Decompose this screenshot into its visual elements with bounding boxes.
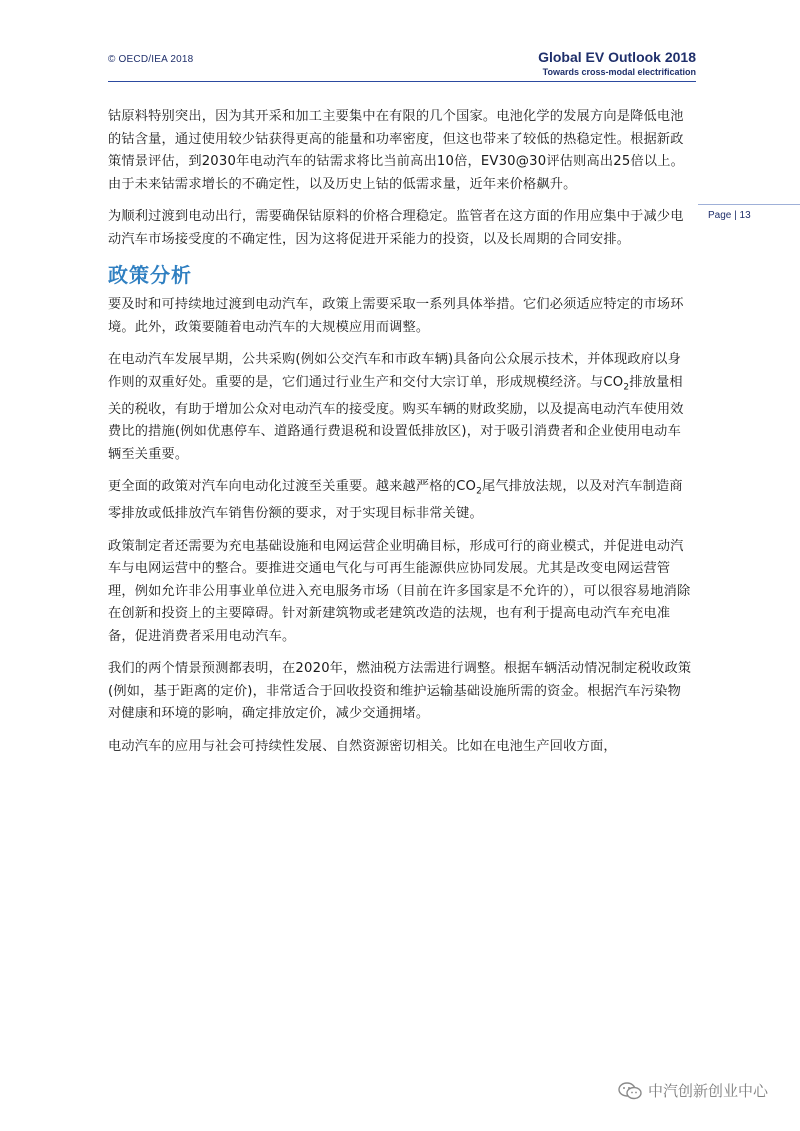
paragraph-sustainability: 电动汽车的应用与社会可持续性发展、自然资源密切相关。比如在电池生产回收方面， <box>108 738 617 754</box>
text-fragment: 排放量相关的税收，有助于增加公众对电动汽车的接受度。购买车辆的财政奖励，以及提高电动汽车使用效费比的措施(例如优惠停车、道路通行费退税和设置低排放区)，对于吸引消费者和企业使用电动车辆至关重要。 <box>108 374 684 462</box>
report-title: Global EV Outlook 2018 <box>538 49 696 65</box>
subscript: 2 <box>476 486 482 497</box>
report-header <box>538 48 696 78</box>
subscript: 2 <box>623 382 630 393</box>
copyright-notice: © OECD/IEA 2018 <box>108 54 194 65</box>
section-heading: 政策分析 <box>108 263 192 287</box>
watermark-text: 中汽创新创业中心 <box>647 1082 768 1100</box>
wechat-icon <box>618 1082 642 1100</box>
paragraph-cobalt-price: 为顺利过渡到电动出行，需要确保钴原料的价格合理稳定。监管者在这方面的作用应集中于减少电动汽车市场接受度的不确定性，因为这将促进开采能力的投资，以及长周期的合同安排。 <box>108 209 684 247</box>
paragraph-grid-targets: 政策制定者还需要为充电基础设施和电网运营企业明确目标，形成可行的商业模式，并促进电动汽车与电网运营中的整合。要推进交通电气化与可再生能源供应协同发展。尤其是改变电网运营管理，例如允许非公用事业单位进入充电服务市场（目前在许多国家是不允许的），可以很容易地消除在创新和投资上的主要障碍。针对新建筑物或老建筑改造的法规，也有利于提高电动汽车充电准备，促进消费者采用电动汽车。 <box>108 538 691 644</box>
paragraph-policy-intro: 要及时和可持续地过渡到电动汽车，政策上需要采取一系列具体举措。它们必须适应特定的市场环境。此外，政策要随着电动汽车的大规模应用而调整。 <box>108 297 684 335</box>
text-fragment: 在电动汽车发展早期，公共采购(例如公交汽车和市政车辆)具备向公众展示技术，并体现政府以身作则的双重好处。重要的是，它们通过行业生产和交付大宗订单，形成规模经济。与CO <box>108 352 681 390</box>
body-text <box>108 106 694 768</box>
header-divider <box>108 81 696 82</box>
paragraph-public-procurement <box>108 349 694 466</box>
paragraph-emission-regulation <box>108 476 694 526</box>
paragraph-fuel-tax: 我们的两个情景预测都表明，在2020年，燃油税方法需进行调整。根据车辆活动情况制定税收政策(例如，基于距离的定价)，非常适合于回收投资和维护运输基础设施所需的资金。根据汽车污染物对健康和环境的影响，确定排放定价，减少交通拥堵。 <box>108 661 692 722</box>
text-fragment: 更全面的政策对汽车向电动化过渡至关重要。越来越严格的CO <box>108 479 477 495</box>
paragraph-cobalt-supply: 钴原料特别突出，因为其开采和加工主要集中在有限的几个国家。电池化学的发展方向是降低电池的钴含量，通过使用较少钴获得更高的能量和功率密度，但这也带来了较低的热稳定性。根据新政策情景评估，到2030年电动汽车的钴需求将比当前高出10倍，EV30@30评估则高出25倍以上。由于未来钴需求增长的不确定性，以及历史上钴的低需求量，近年来价格飙升。 <box>108 109 685 192</box>
watermark <box>618 1080 768 1101</box>
page-number: Page | 13 <box>698 204 800 226</box>
report-subtitle: Towards cross-modal electrification <box>542 67 696 77</box>
text-fragment: 尾气排放法规，以及对汽车制造商零排放或低排放汽车销售份额的要求，对于实现目标非常关键。 <box>108 479 683 522</box>
